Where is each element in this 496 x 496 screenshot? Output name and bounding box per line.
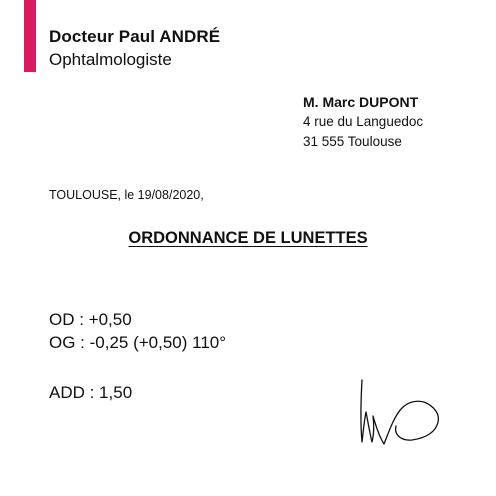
signature: [350, 378, 446, 450]
prescription-add: ADD : 1,50: [49, 383, 133, 402]
doctor-specialty: Ophtalmologiste: [49, 50, 172, 69]
date-line: TOULOUSE, le 19/08/2020,: [49, 188, 204, 202]
recipient-name: M. Marc DUPONT: [303, 94, 419, 110]
recipient-address: [303, 92, 423, 152]
recipient-city: 31 555 Toulouse: [303, 134, 402, 149]
accent-bar: [24, 0, 36, 72]
prescription-od: OD : +0,50: [49, 310, 132, 329]
recipient-street: 4 rue du Languedoc: [303, 114, 424, 129]
prescription-og: OG : -0,25 (+0,50) 110°: [49, 333, 227, 352]
document-title: ORDONNANCE DE LUNETTES: [128, 229, 368, 247]
doctor-name: Docteur Paul ANDRÉ: [49, 27, 221, 46]
